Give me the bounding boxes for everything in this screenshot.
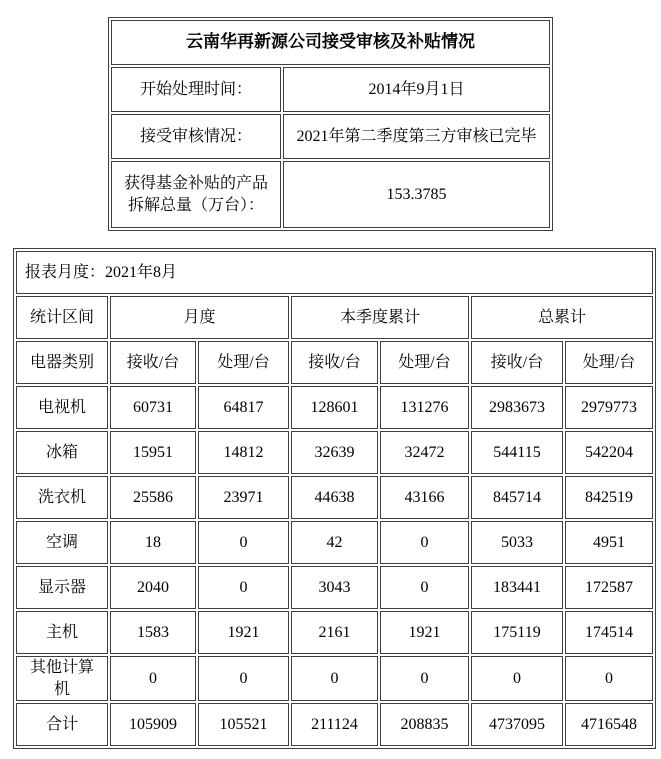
sub-header-process-quarter: 处理/台 (380, 341, 469, 384)
value-cell: 4716548 (565, 703, 653, 746)
value-cell: 2161 (291, 611, 378, 654)
sub-header-row (16, 341, 653, 384)
value-cell: 1583 (110, 611, 196, 654)
subsidy-total-value: 153.3785 (283, 161, 550, 228)
table-row-monitor (16, 566, 653, 609)
category-cell: 洗衣机 (16, 476, 108, 519)
table-row-total (16, 703, 653, 746)
value-cell: 0 (565, 656, 653, 701)
subsidy-total-label: 获得基金补贴的产品拆解总量（万台）： (111, 161, 281, 228)
group-header-grand-total: 总累计 (471, 296, 653, 339)
value-cell: 23971 (198, 476, 289, 519)
group-header-monthly: 月度 (110, 296, 289, 339)
value-cell: 60731 (110, 386, 196, 429)
summary-title: 云南华再新源公司接受审核及补贴情况 (111, 20, 550, 65)
value-cell: 64817 (198, 386, 289, 429)
value-cell: 4951 (565, 521, 653, 564)
value-cell: 544115 (471, 431, 563, 474)
value-cell: 208835 (380, 703, 469, 746)
category-cell: 主机 (16, 611, 108, 654)
summary-row-audit-status (111, 114, 550, 159)
value-cell: 32472 (380, 431, 469, 474)
sub-header-process-monthly: 处理/台 (198, 341, 289, 384)
value-cell: 174514 (565, 611, 653, 654)
value-cell: 0 (198, 566, 289, 609)
category-cell: 空调 (16, 521, 108, 564)
value-cell: 4737095 (471, 703, 563, 746)
value-cell: 1921 (380, 611, 469, 654)
category-cell: 冰箱 (16, 431, 108, 474)
table-row-aircon (16, 521, 653, 564)
start-time-label: 开始处理时间： (111, 67, 281, 112)
value-cell: 105909 (110, 703, 196, 746)
table-row-washer (16, 476, 653, 519)
value-cell: 43166 (380, 476, 469, 519)
value-cell: 172587 (565, 566, 653, 609)
category-cell: 显示器 (16, 566, 108, 609)
sub-header-receive-quarter: 接收/台 (291, 341, 378, 384)
value-cell: 842519 (565, 476, 653, 519)
value-cell: 0 (380, 656, 469, 701)
value-cell: 0 (380, 566, 469, 609)
value-cell: 0 (110, 656, 196, 701)
summary-row-start-time (111, 67, 550, 112)
value-cell: 845714 (471, 476, 563, 519)
start-time-value: 2014年9月1日 (283, 67, 550, 112)
value-cell: 2983673 (471, 386, 563, 429)
value-cell: 14812 (198, 431, 289, 474)
value-cell: 183441 (471, 566, 563, 609)
category-cell: 其他计算机 (16, 656, 108, 701)
audit-status-value: 2021年第二季度第三方审核已完毕 (283, 114, 550, 159)
value-cell: 42 (291, 521, 378, 564)
value-cell: 211124 (291, 703, 378, 746)
value-cell: 0 (380, 521, 469, 564)
sub-header-process-total: 处理/台 (565, 341, 653, 384)
value-cell: 44638 (291, 476, 378, 519)
summary-table (108, 17, 553, 231)
report-period-row (16, 251, 653, 294)
summary-row-subsidy-total (111, 161, 550, 228)
sub-header-receive-monthly: 接收/台 (110, 341, 196, 384)
value-cell: 25586 (110, 476, 196, 519)
value-cell: 0 (198, 656, 289, 701)
value-cell: 105521 (198, 703, 289, 746)
report-period-label: 报表月度：2021年8月 (16, 251, 653, 294)
value-cell: 128601 (291, 386, 378, 429)
category-cell: 电视机 (16, 386, 108, 429)
summary-title-row (111, 20, 550, 65)
sub-header-category: 电器类别 (16, 341, 108, 384)
report-table (13, 248, 656, 749)
group-header-quarter-total: 本季度累计 (291, 296, 469, 339)
value-cell: 1921 (198, 611, 289, 654)
sub-header-receive-total: 接收/台 (471, 341, 563, 384)
value-cell: 2979773 (565, 386, 653, 429)
group-header-stat-interval: 统计区间 (16, 296, 108, 339)
value-cell: 32639 (291, 431, 378, 474)
value-cell: 0 (291, 656, 378, 701)
table-row-tv (16, 386, 653, 429)
value-cell: 542204 (565, 431, 653, 474)
value-cell: 0 (471, 656, 563, 701)
value-cell: 5033 (471, 521, 563, 564)
value-cell: 131276 (380, 386, 469, 429)
group-header-row (16, 296, 653, 339)
table-row-other-computer (16, 656, 653, 701)
value-cell: 15951 (110, 431, 196, 474)
value-cell: 18 (110, 521, 196, 564)
audit-status-label: 接受审核情况： (111, 114, 281, 159)
value-cell: 2040 (110, 566, 196, 609)
value-cell: 175119 (471, 611, 563, 654)
table-row-fridge (16, 431, 653, 474)
table-row-host (16, 611, 653, 654)
total-label-cell: 合计 (16, 703, 108, 746)
value-cell: 0 (198, 521, 289, 564)
value-cell: 3043 (291, 566, 378, 609)
